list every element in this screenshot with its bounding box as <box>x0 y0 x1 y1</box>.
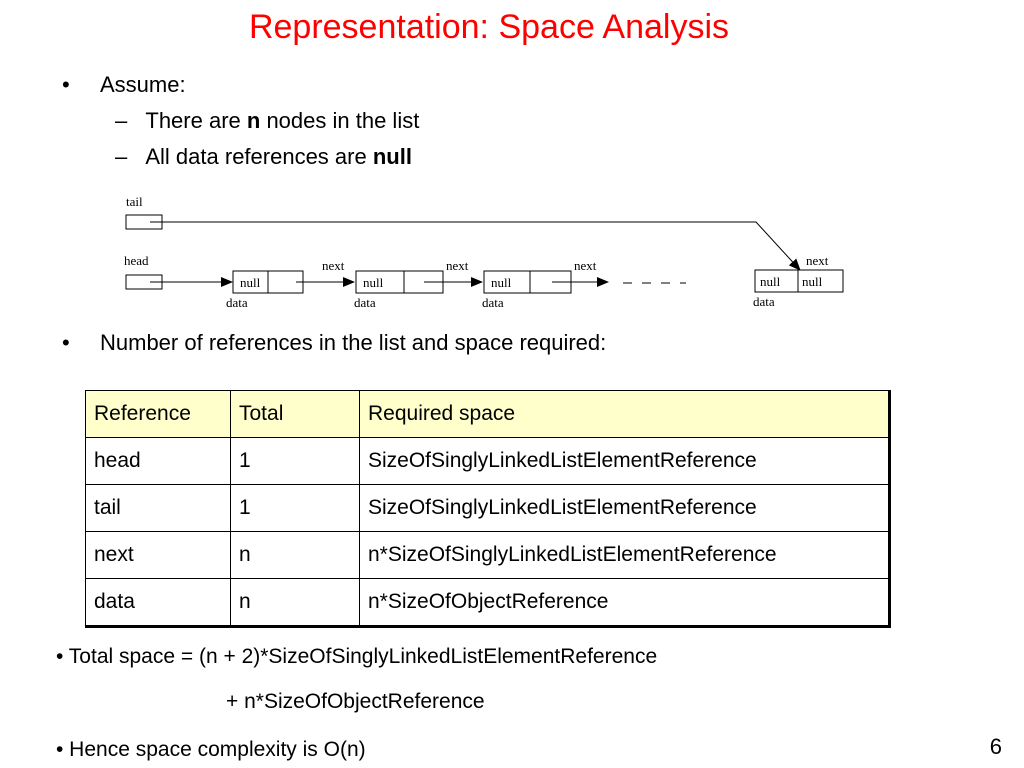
tail-arrow <box>150 222 800 270</box>
tail-label: tail <box>126 194 143 209</box>
assume-item-1 <box>115 108 419 134</box>
total-space-continuation: + n*SizeOfObjectReference <box>226 690 485 713</box>
table-row <box>86 438 890 485</box>
cell-reference: head <box>86 438 231 485</box>
cell-reference: data <box>86 579 231 627</box>
assume-item-1-bold: n <box>246 108 261 133</box>
dash: – <box>115 108 128 133</box>
node-3-data: data <box>482 295 504 310</box>
cell-total: 1 <box>231 438 360 485</box>
assume-bullet: Assume: <box>100 72 186 97</box>
node-last-null-next: null <box>802 274 823 289</box>
cell-required-space: SizeOfSinglyLinkedListElementReference <box>360 485 890 532</box>
node-last-data: data <box>753 294 775 309</box>
cell-required-space: n*SizeOfObjectReference <box>360 579 890 627</box>
header-required-space: Required space <box>360 391 890 438</box>
cell-required-space: n*SizeOfSinglyLinkedListElementReference <box>360 532 890 579</box>
page-number: 6 <box>989 734 1002 759</box>
refs-bullet: Number of references in the list and space required: <box>100 330 607 355</box>
bullet-dot: • <box>62 330 70 355</box>
node-last-next: next <box>806 253 829 268</box>
node-2-data: data <box>354 295 376 310</box>
cell-required-space: SizeOfSinglyLinkedListElementReference <box>360 438 890 485</box>
total-space-line: • Total space = (n + 2)*SizeOfSinglyLinkedListElementReference <box>56 645 658 668</box>
assume-item-2-prefix: All data references are <box>145 144 373 169</box>
node-2-next: next <box>446 258 469 273</box>
table-row <box>86 485 890 532</box>
node-2-null: null <box>363 275 384 290</box>
node-3-next: next <box>574 258 597 273</box>
bullet-dot: • <box>62 72 70 97</box>
node-1-null: null <box>240 275 261 290</box>
assume-item-2-bold: null <box>372 144 412 169</box>
table-row <box>86 579 890 627</box>
table-row <box>86 532 890 579</box>
header-total: Total <box>231 391 360 438</box>
cell-total: n <box>231 579 360 627</box>
space-table <box>85 390 891 628</box>
assume-item-2 <box>115 144 412 170</box>
node-last-null-data: null <box>760 274 781 289</box>
cell-reference: tail <box>86 485 231 532</box>
dash: – <box>115 144 128 169</box>
table-header-row <box>86 391 890 438</box>
cell-total: n <box>231 532 360 579</box>
linked-list-diagram <box>118 190 858 315</box>
node-1-next: next <box>322 258 345 273</box>
assume-item-1-prefix: There are <box>145 108 247 133</box>
node-1-data: data <box>226 295 248 310</box>
head-label: head <box>124 253 149 268</box>
node-3-null: null <box>491 275 512 290</box>
assume-item-1-suffix: nodes in the list <box>260 108 420 133</box>
header-reference: Reference <box>86 391 231 438</box>
complexity-line: • Hence space complexity is O(n) <box>56 738 366 761</box>
cell-reference: next <box>86 532 231 579</box>
cell-total: 1 <box>231 485 360 532</box>
slide-title: Representation: Space Analysis <box>248 8 730 46</box>
